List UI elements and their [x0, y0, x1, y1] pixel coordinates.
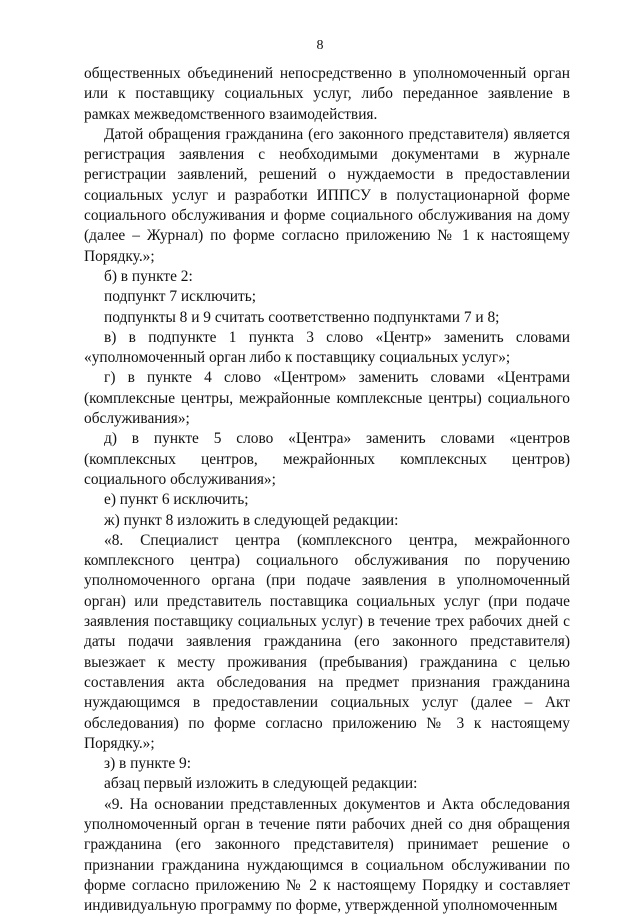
- paragraph-item-d: д) в пункте 5 слово «Центра» заменить словами «центров (комплексных центров, межрайонных комплексных центров) социального обслуживания»;: [84, 430, 570, 488]
- paragraph-continuation: общественных объединений непосредственно в уполномоченный орган или к поставщику социальных услуг, либо переданное заявление в рамках межведомственного взаимодействия.: [84, 65, 570, 123]
- document-body: [84, 64, 570, 916]
- paragraph-application-date: Датой обращения гражданина (его законного представителя) является регистрация заявления с необходимыми документами в журнале регистрации заявлений, решений о нуждаемости в предоставлении социальных услуг и разработки ИППСУ в полустационарной форме социального обслуживания и форме социального обслуживания на дому (далее – Журнал) по форме согласно приложению № 1 к настоящему Порядку.»;: [84, 125, 570, 265]
- paragraph-item-z: з) в пункте 9:: [104, 755, 191, 773]
- paragraph-subitem-7-exclude: подпункт 7 исключить;: [104, 288, 257, 306]
- paragraph-clause-9: «9. На основании представленных документов и Акта обследования уполномоченный орган в течение пяти рабочих дней со дня обращения гражданина (его законного представителя) принимает решение о признании гражданина нуждающимся в социальном обслуживании по форме согласно приложению № 2 к настоящему Порядку и составляет индивидуальную программу по форме, утвержденной уполномоченным: [84, 795, 570, 915]
- paragraph-item-v: в) в подпункте 1 пункта 3 слово «Центр» заменить словами «уполномоченный орган либо к поставщику социальных услуг»;: [84, 328, 570, 367]
- paragraph-item-zh: ж) пункт 8 изложить в следующей редакции:: [104, 511, 399, 529]
- paragraph-first-subparagraph: абзац первый изложить в следующей редакции:: [104, 775, 418, 793]
- paragraph-item-b: б) в пункте 2:: [104, 267, 193, 285]
- page-number: 8: [316, 38, 324, 53]
- paragraph-item-g: г) в пункте 4 слово «Центром» заменить словами «Центрами (комплексные центры, межрайонные комплексные центры) социального обслуживания»;: [84, 369, 570, 428]
- paragraph-item-e: е) пункт 6 исключить;: [104, 491, 249, 509]
- paragraph-subitems-renumber: подпункты 8 и 9 считать соответственно подпунктами 7 и 8;: [104, 308, 500, 326]
- paragraph-clause-8: «8. Специалист центра (комплексного центра, межрайонного комплексного центра) социального обслуживания по поручению уполномоченного органа (при подаче заявления в уполномоченный орган) или представитель поставщика социальных услуг (при подаче заявления поставщику социальных услуг) в течение трех рабочих дней с даты подачи заявления гражданина (его законного представителя) выезжает к месту проживания (пребывания) гражданина с целью составления акта обследования на предмет признания гражданина нуждающимся в предоставлении социальных услуг (далее – Акт обследования) по форме согласно приложению № 3 к настоящему Порядку.»;: [84, 531, 570, 752]
